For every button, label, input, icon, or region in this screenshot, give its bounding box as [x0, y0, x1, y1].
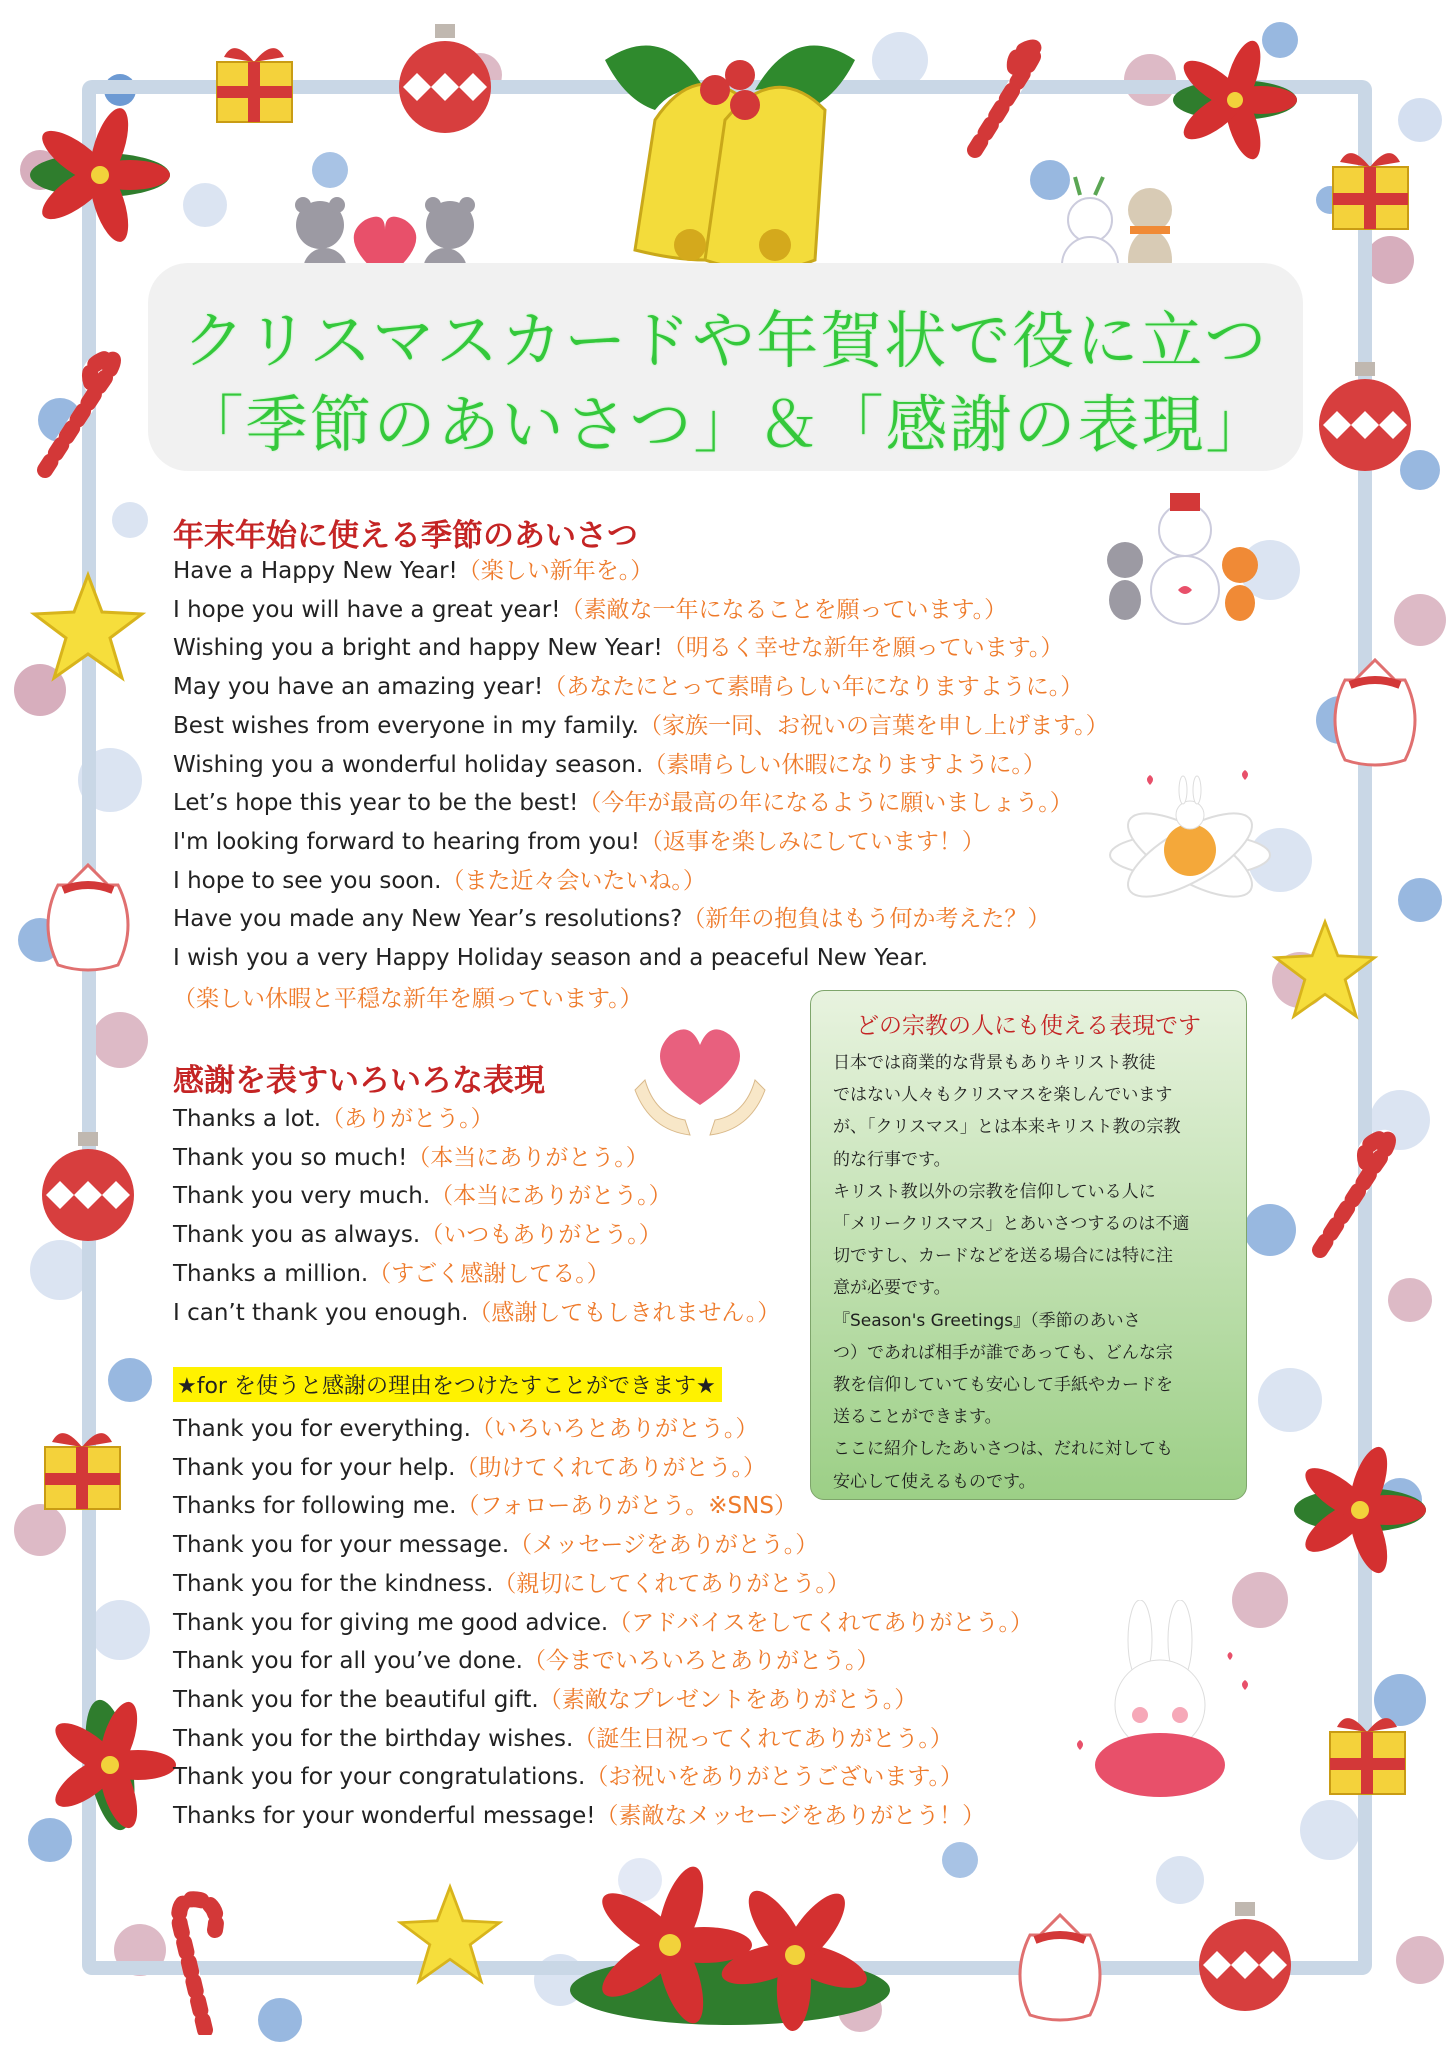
- heart-icon: [630, 1020, 770, 1145]
- phrase-japanese: （楽しい休暇と平穏な新年を願っています。）: [173, 986, 643, 1012]
- phrase-japanese: （お祝いをありがとうございます。）: [585, 1764, 964, 1791]
- phrase-japanese: （楽しい新年を。）: [457, 558, 654, 584]
- list-item: [173, 784, 1073, 822]
- phrase-english: May you have an amazing year!: [173, 674, 544, 701]
- phrase-japanese: （アドバイスをしてくれてありがとう。）: [608, 1609, 1034, 1636]
- list-item: [173, 1487, 797, 1525]
- phrase-english: Thanks a lot.: [173, 1106, 322, 1132]
- phrase-japanese: （いろいろとありがとう。）: [470, 1416, 759, 1442]
- list-item: [173, 939, 928, 977]
- list-item: [173, 1139, 649, 1177]
- phrase-japanese: （親切にしてくれてありがとう。）: [493, 1570, 850, 1597]
- note-text-line: 意が必要です。: [833, 1278, 951, 1299]
- gift-bag-icon: [1325, 640, 1425, 770]
- list-item: [173, 707, 1109, 745]
- phrase-english: Thanks for your wonderful message!: [173, 1803, 596, 1829]
- candy-cane-icon: [150, 1885, 260, 2035]
- phrase-english: Thank you for the kindness.: [173, 1570, 494, 1597]
- phrase-japanese: （本当にありがとう。）: [407, 1144, 649, 1171]
- note-text-line: 『Season's Greetings』（季節のあいさ: [833, 1310, 1141, 1331]
- list-item: [173, 1177, 672, 1215]
- section-heading-seasonal-greetings: 年末年始に使える季節のあいさつ: [173, 518, 638, 554]
- phrase-english: Thanks for following me.: [173, 1493, 457, 1520]
- list-item: [173, 1100, 494, 1138]
- list-item: [173, 1565, 850, 1603]
- phrase-english: Wishing you a bright and happy New Year!: [173, 635, 663, 662]
- phrase-english: I hope to see you soon.: [173, 867, 442, 894]
- phrase-japanese: （明るく幸せな新年を願っています。）: [662, 635, 1064, 662]
- phrase-english: Thank you for your congratulations.: [173, 1764, 586, 1791]
- phrase-english: Wishing you a wonderful holiday season.: [173, 751, 644, 778]
- phrase-japanese: （家族一同、お祝いの言葉を申し上げます。）: [639, 712, 1109, 739]
- note-box: [810, 990, 1247, 1500]
- candy-cane-icon: [30, 340, 140, 480]
- list-item: [173, 1410, 758, 1448]
- note-text-line: ここに紹介したあいさつは、だれに対しても: [833, 1439, 1173, 1460]
- candy-cane-icon: [1305, 1120, 1415, 1260]
- phrase-english: Best wishes from everyone in my family.: [173, 712, 639, 739]
- phrase-english: Thank you as always.: [173, 1222, 421, 1249]
- highlight-banner: ★for を使うと感謝の理由をつけたすことができます★: [173, 1367, 722, 1402]
- note-text-line: 安心して使えるものです。: [833, 1471, 1036, 1492]
- phrase-japanese: （今年が最高の年になるように願いましょう。）: [578, 790, 1073, 817]
- note-text-line: キリスト教以外の宗教を信仰している人に: [833, 1181, 1156, 1202]
- phrase-english: Let’s hope this year to be the best!: [173, 790, 579, 817]
- snowman-icon: [1090, 485, 1270, 625]
- poinsettia-icon: [560, 1840, 900, 2040]
- list-item: [173, 862, 706, 900]
- gift-box-icon: [40, 1425, 125, 1515]
- list-item: [173, 1604, 1033, 1642]
- section-heading-thanks-expressions: 感謝を表すいろいろな表現: [173, 1063, 545, 1099]
- phrase-english: Thank you for your help.: [173, 1454, 456, 1481]
- title-banner: [148, 263, 1303, 471]
- list-item: [173, 1642, 879, 1680]
- flower-icon: [1095, 760, 1285, 930]
- bell-icon: [565, 20, 895, 290]
- ornament-ball-icon: [1195, 1900, 1295, 2015]
- list-item: [173, 1216, 662, 1254]
- phrase-japanese: （素敵な一年になることを願っています。）: [560, 596, 1008, 623]
- phrase-japanese: （今までいろいろとありがとう。）: [522, 1648, 880, 1675]
- phrase-english: Thank you for giving me good advice.: [173, 1609, 609, 1636]
- phrase-english: I hope you will have a great year!: [173, 596, 561, 623]
- candy-cane-icon: [955, 30, 1065, 160]
- bunny-icon: [1060, 1600, 1260, 1800]
- phrase-japanese: （あなたにとって素晴らしい年になりますように。）: [543, 674, 1084, 701]
- note-text-line: 的な行事です。: [833, 1149, 951, 1170]
- phrase-japanese: （ありがとう。）: [321, 1106, 494, 1132]
- phrase-english: Thanks a million.: [173, 1260, 369, 1287]
- star-icon: [1270, 915, 1380, 1025]
- phrase-english: Thank you for the birthday wishes.: [173, 1725, 574, 1752]
- phrase-japanese: （素敵なプレゼントをありがとう。）: [538, 1686, 918, 1713]
- phrase-english: Thank you for everything.: [173, 1416, 471, 1442]
- phrase-english: Thank you very much.: [173, 1183, 431, 1210]
- phrase-english: I wish you a very Happy Holiday season and a peaceful New Year.: [173, 945, 929, 971]
- ornament-ball-icon: [38, 1130, 138, 1245]
- note-text-line: 切ですし、カードなどを送る場合には特に注: [833, 1246, 1173, 1267]
- list-item: [173, 1758, 963, 1796]
- gift-box-icon: [1325, 1710, 1410, 1800]
- list-item: [173, 1797, 985, 1835]
- note-text-line: つ）であれば相手が誰であっても、どんな宗: [833, 1342, 1173, 1363]
- ornament-ball-icon: [1315, 360, 1415, 475]
- phrase-english: Have you made any New Year’s resolutions?: [173, 906, 683, 933]
- list-item: [173, 746, 1046, 784]
- list-item: [173, 629, 1063, 667]
- gift-bag-icon: [38, 845, 138, 975]
- list-item: [173, 823, 985, 861]
- note-text-line: 送ることができます。: [833, 1407, 1002, 1428]
- phrase-japanese: （素敵なメッセージをありがとう！）: [595, 1803, 986, 1829]
- list-item: [173, 552, 653, 590]
- phrase-japanese: （すごく感謝してる。）: [368, 1260, 610, 1287]
- poinsettia-icon: [1160, 35, 1310, 165]
- phrase-english: Thank you for the beautiful gift.: [173, 1686, 539, 1713]
- note-text-line: 「メリークリスマス」とあいさつするのは不適: [833, 1214, 1190, 1234]
- star-icon: [28, 570, 148, 685]
- phrase-japanese: （フォローありがとう。※SNS）: [456, 1493, 797, 1520]
- phrase-japanese: （メッセージをありがとう。）: [509, 1532, 819, 1559]
- phrase-japanese: （助けてくれてありがとう。）: [455, 1454, 766, 1481]
- ornament-ball-icon: [395, 22, 495, 137]
- poinsettia-icon: [15, 105, 185, 245]
- list-item: [173, 591, 1007, 629]
- note-text-line: が、「クリスマス」とは本来キリスト教の宗教: [833, 1117, 1181, 1138]
- phrase-japanese: （また近々会いたいね。）: [441, 867, 706, 894]
- phrase-english: Thank you for your message.: [173, 1532, 510, 1559]
- poinsettia-icon: [1280, 1440, 1440, 1580]
- poinsettia-icon: [30, 1690, 190, 1840]
- phrase-japanese: （新年の抱負はもう何か考えた？）: [682, 906, 1051, 933]
- gift-bag-icon: [1010, 1895, 1110, 2025]
- note-text-line: ではない人々もクリスマスを楽しんでいます: [833, 1085, 1173, 1106]
- phrase-english: Have a Happy New Year!: [173, 558, 458, 584]
- note-text-line: 教を信仰していても安心して手紙やカードを: [833, 1375, 1173, 1395]
- gift-box-icon: [1328, 145, 1413, 235]
- gift-box-icon: [212, 42, 297, 127]
- list-item: [173, 1720, 953, 1758]
- note-text-line: 日本では商業的な背景もありキリスト教徒: [833, 1053, 1156, 1073]
- list-item: [173, 1449, 766, 1487]
- list-item: [173, 900, 1050, 938]
- phrase-japanese: （素晴らしい休暇になりますように。）: [643, 751, 1046, 778]
- note-title: どの宗教の人にも使える表現です: [856, 1013, 1201, 1039]
- list-item: [173, 668, 1083, 706]
- list-item: [173, 1526, 818, 1564]
- page-title: クリスマスカードや年賀状で役に立つ: [182, 304, 1269, 377]
- page-subtitle: 「季節のあいさつ」＆「感謝の表現」: [181, 388, 1270, 461]
- phrase-english: I'm looking forward to hearing from you!: [173, 828, 640, 855]
- list-item: [173, 1255, 610, 1293]
- list-item: [173, 1681, 917, 1719]
- phrase-japanese: （本当にありがとう。）: [430, 1183, 672, 1210]
- phrase-japanese: （いつもありがとう。）: [420, 1222, 662, 1249]
- phrase-english: I can’t thank you enough.: [173, 1299, 469, 1326]
- list-item: [173, 1294, 780, 1332]
- phrase-english: Thank you so much!: [173, 1144, 408, 1171]
- phrase-japanese: （返事を楽しみにしています！）: [639, 828, 985, 855]
- phrase-english: Thank you for all you’ve done.: [173, 1648, 523, 1675]
- phrase-japanese: （誕生日祝ってくれてありがとう。）: [573, 1725, 953, 1752]
- star-icon: [395, 1880, 505, 1990]
- phrase-japanese: （感謝してもしきれません。）: [468, 1299, 781, 1326]
